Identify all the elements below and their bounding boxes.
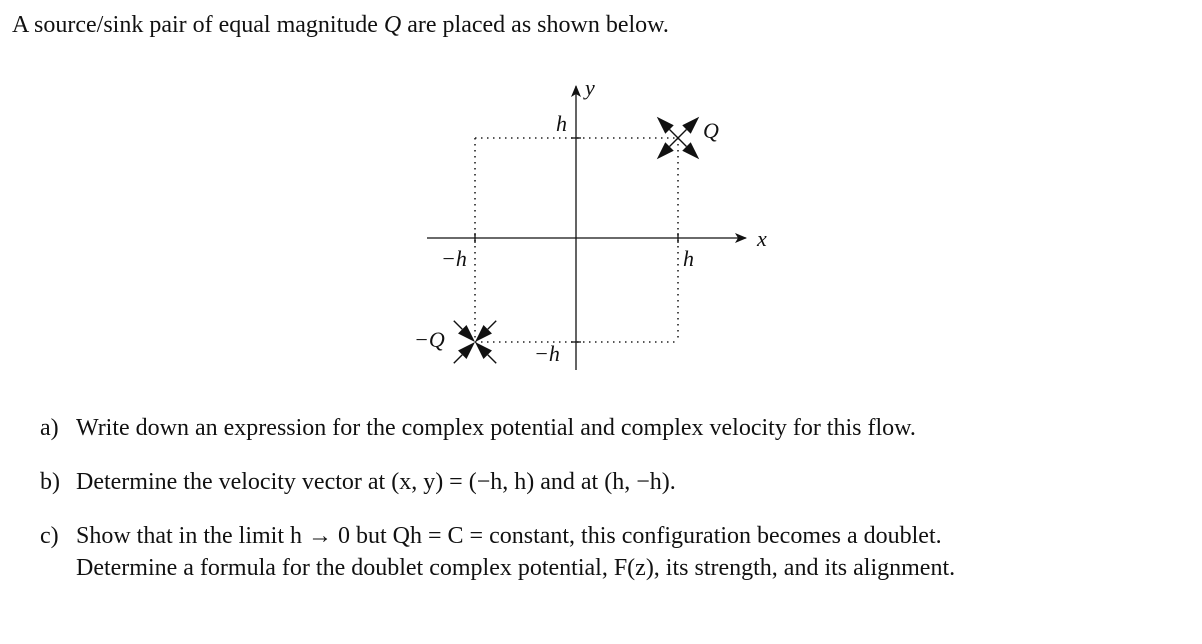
tick-label-x-pos: h	[683, 246, 694, 271]
tick-label-y-neg: −h	[534, 341, 560, 366]
tick-label-x-neg: −h	[441, 246, 467, 271]
question-a-label: a)	[40, 415, 59, 441]
sink-label: −Q	[414, 327, 445, 352]
x-axis-label: x	[757, 226, 767, 251]
intro-symbol-q: Q	[383, 12, 402, 38]
question-c-text-line2: Determine a formula for the doublet complex potential, F(z), its strength, and its alignment.	[76, 555, 956, 581]
source-label: Q	[703, 118, 719, 143]
intro-text-after: are placed as shown below.	[401, 12, 669, 38]
sink-arrow-se	[471, 338, 501, 368]
source-symbol	[653, 113, 704, 164]
question-b-text: Determine the velocity vector at (x, y) = (−h, h) and at (h, −h).	[76, 469, 676, 495]
question-c	[40, 520, 955, 584]
y-axis-label: y	[585, 75, 595, 100]
question-a-text: Write down an expression for the complex potential and complex velocity for this flow.	[76, 415, 916, 441]
tick-label-y-pos: h	[556, 111, 567, 136]
question-b	[40, 466, 676, 498]
question-a	[40, 412, 916, 444]
intro-text-before: A source/sink pair of equal magnitude	[12, 12, 384, 38]
source-arrow-se	[674, 134, 704, 164]
question-c-text-line1: Show that in the limit h → 0 but Qh = C = constant, this configuration becomes a doublet.	[76, 523, 942, 549]
sink-arrow-sw	[450, 338, 480, 368]
question-b-label: b)	[40, 469, 60, 495]
question-c-label: c)	[40, 523, 59, 549]
